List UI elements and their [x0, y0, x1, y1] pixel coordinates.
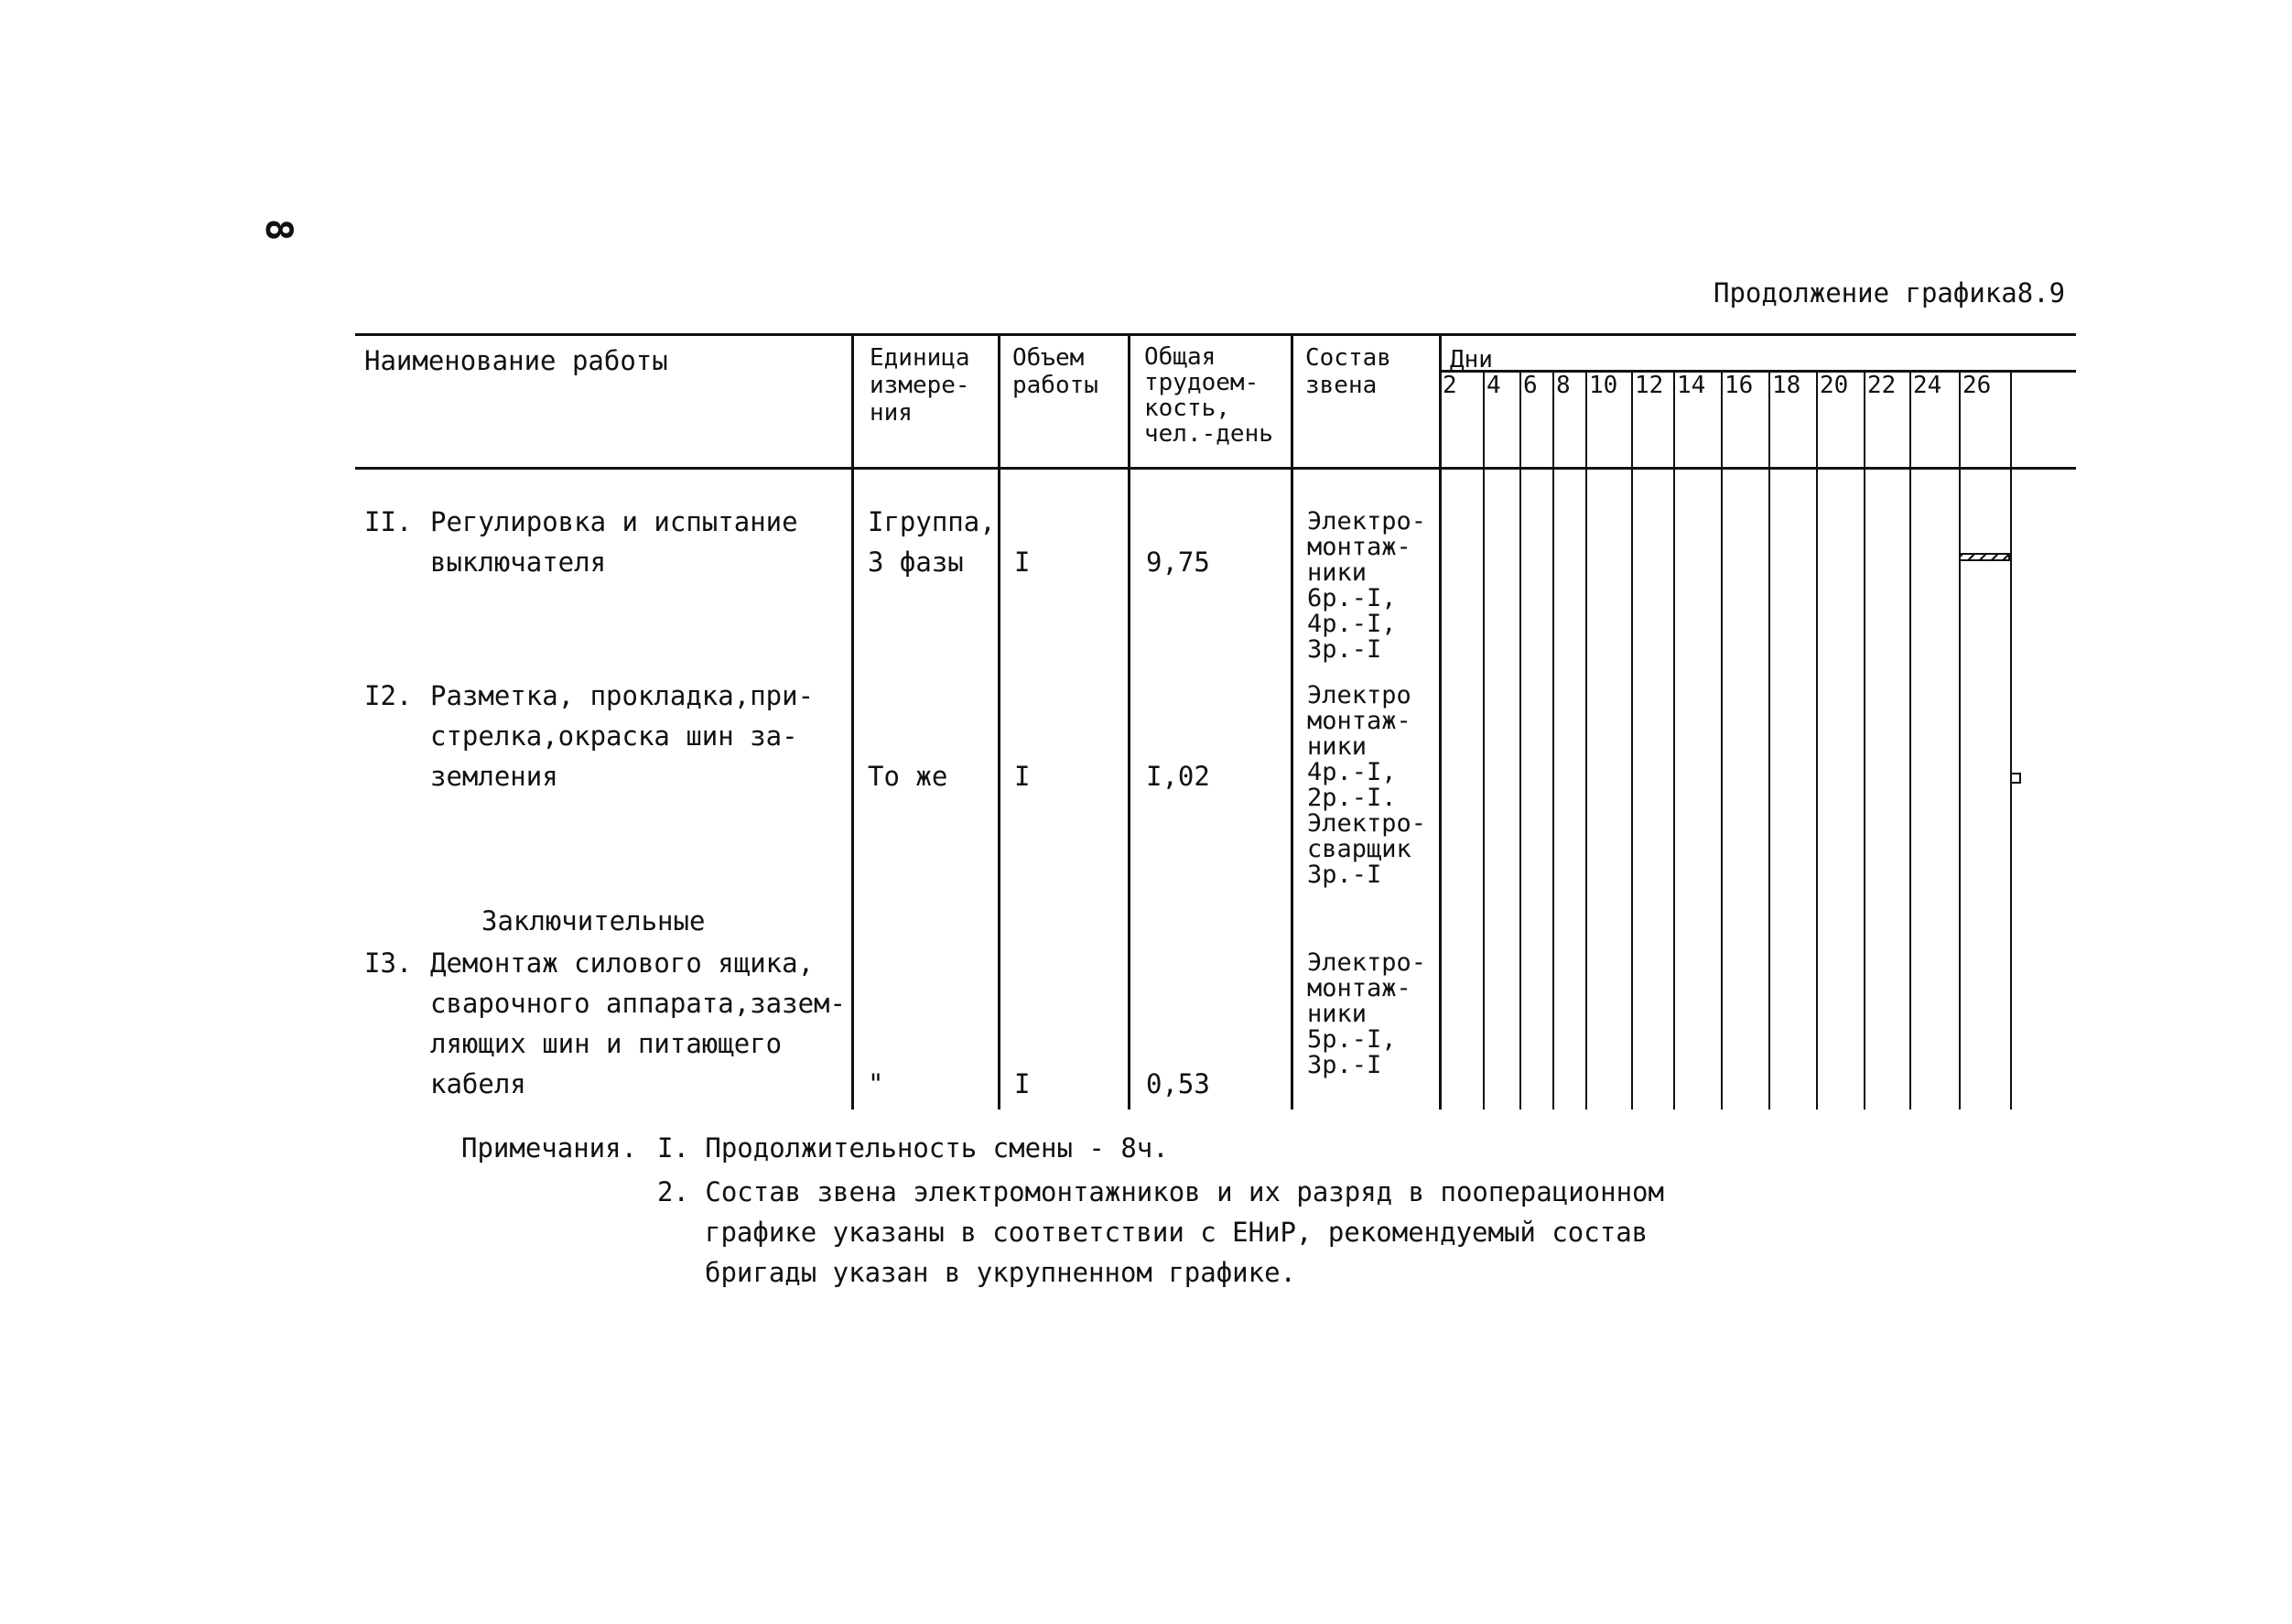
day-number: 4 [1487, 372, 1501, 399]
day-number: 8 [1556, 372, 1571, 399]
day-grid-line [1816, 370, 1818, 1110]
header-labor: Общая трудоем- кость, чел.-день [1144, 343, 1273, 448]
crew-line: 4р.-I, [1307, 610, 1397, 638]
row-12-name-line-3: земления [430, 761, 558, 792]
crew-line: ники [1307, 732, 1368, 761]
row-13-name-line-2: сварочного аппарата,зазем- [430, 988, 846, 1019]
row-12-unit: То же [868, 761, 948, 792]
crew-line: сварщик [1307, 835, 1411, 863]
crew-line: Электро [1307, 681, 1411, 709]
day-number: 2 [1443, 372, 1457, 399]
day-number: 18 [1772, 372, 1801, 399]
day-grid-line [1864, 370, 1865, 1110]
note-2: 2. Состав звена электромонтажников и их разряд в пооперационном [657, 1176, 1664, 1207]
crew-line: 6р.-I, [1307, 584, 1397, 612]
row-13-volume: I [1014, 1068, 1031, 1099]
row-12-volume: I [1014, 761, 1031, 792]
crew-line: 3р.-I [1307, 1051, 1382, 1079]
row-12-name-line-1: Разметка, прокладка,при- [430, 680, 815, 711]
day-number: 6 [1523, 372, 1538, 399]
header-crew: Состав звена [1305, 344, 1391, 399]
row-11-unit-line-2: 3 фазы [868, 547, 964, 578]
row-11-num: II. [364, 506, 413, 537]
day-grid-line [1585, 370, 1587, 1110]
col-sep-crew [1291, 333, 1293, 1110]
row-11-crew [1307, 509, 1426, 663]
row-13-name-line-3: ляющих шин и питающего [430, 1028, 783, 1059]
row-11-schedule-bar [1959, 553, 2010, 561]
day-grid-line [1768, 370, 1770, 1110]
crew-line: ники [1307, 1000, 1368, 1028]
day-grid-line [1552, 370, 1554, 1110]
crew-line: Электро- [1307, 507, 1427, 536]
day-number: 14 [1677, 372, 1706, 399]
row-13-crew [1307, 950, 1426, 1078]
col-sep-unit [851, 333, 854, 1110]
crew-line: монтаж- [1307, 974, 1411, 1002]
day-grid-line [1483, 370, 1485, 1110]
col-sep-days [1439, 333, 1442, 1110]
col-sep-labor [1128, 333, 1130, 1110]
row-13-unit: " [868, 1068, 884, 1099]
day-number: 12 [1635, 372, 1664, 399]
note-2-cont-2: бригады указан в укрупненном графике. [705, 1257, 1297, 1288]
row-12-labor: I,02 [1146, 761, 1210, 792]
row-12-name-line-2: стрелка,окраска шин за- [430, 720, 798, 752]
day-number: 26 [1962, 372, 1992, 399]
day-grid-line [1519, 370, 1521, 1110]
crew-line: Электро- [1307, 809, 1427, 838]
crew-line: 3р.-I [1307, 635, 1382, 664]
table-top-line [355, 333, 2076, 336]
row-12-crew [1307, 683, 1426, 888]
row-12-schedule-mark [2010, 773, 2021, 784]
row-13-labor: 0,53 [1146, 1068, 1210, 1099]
crew-line: Электро- [1307, 948, 1427, 977]
crew-line: монтаж- [1307, 533, 1411, 561]
row-11-name-line-2: выключателя [430, 547, 607, 578]
section-title: Заключительные [481, 905, 706, 937]
crew-line: ники [1307, 558, 1368, 587]
crew-line: монтаж- [1307, 707, 1411, 735]
row-13-num: I3. [364, 947, 413, 979]
day-number: 16 [1724, 372, 1754, 399]
continuation-title: Продолжение графика8.9 [1714, 277, 2066, 309]
note-1: I. Продолжительность смены - 8ч. [657, 1132, 1169, 1164]
header-days: Дни [1450, 346, 1493, 374]
day-number: 20 [1820, 372, 1849, 399]
day-grid-line [2010, 370, 2012, 1110]
col-sep-volume [998, 333, 1000, 1110]
header-bottom-line [355, 467, 2076, 470]
header-unit: Единица измере- ния [870, 344, 970, 427]
header-volume: Объем работы [1012, 344, 1098, 399]
row-11-unit-line-1: Iгруппа, [868, 506, 996, 537]
day-number: 10 [1589, 372, 1618, 399]
day-grid-line [1909, 370, 1911, 1110]
day-grid-line [1959, 370, 1961, 1110]
crew-line: 2р.-I. [1307, 784, 1397, 812]
row-11-name-line-1: Регулировка и испытание [430, 506, 798, 537]
note-2-cont-1: графике указаны в соответствии с ЕНиР, рекомендуемый состав [705, 1217, 1649, 1248]
notes-label: Примечания. [461, 1132, 638, 1164]
day-grid-line [1721, 370, 1723, 1110]
row-13-name-line-4: кабеля [430, 1068, 526, 1099]
header-name: Наименование работы [364, 345, 668, 376]
day-number: 22 [1867, 372, 1897, 399]
row-12-num: I2. [364, 680, 413, 711]
day-grid-line [1631, 370, 1633, 1110]
crew-line: 4р.-I, [1307, 758, 1397, 786]
day-number: 24 [1913, 372, 1942, 399]
row-13-name-line-1: Демонтаж силового ящика, [430, 947, 815, 979]
row-11-volume: I [1014, 547, 1031, 578]
page-number: 8 [257, 218, 300, 242]
crew-line: 3р.-I [1307, 861, 1382, 889]
crew-line: 5р.-I, [1307, 1025, 1397, 1054]
day-grid-line [1673, 370, 1675, 1110]
row-11-labor: 9,75 [1146, 547, 1210, 578]
